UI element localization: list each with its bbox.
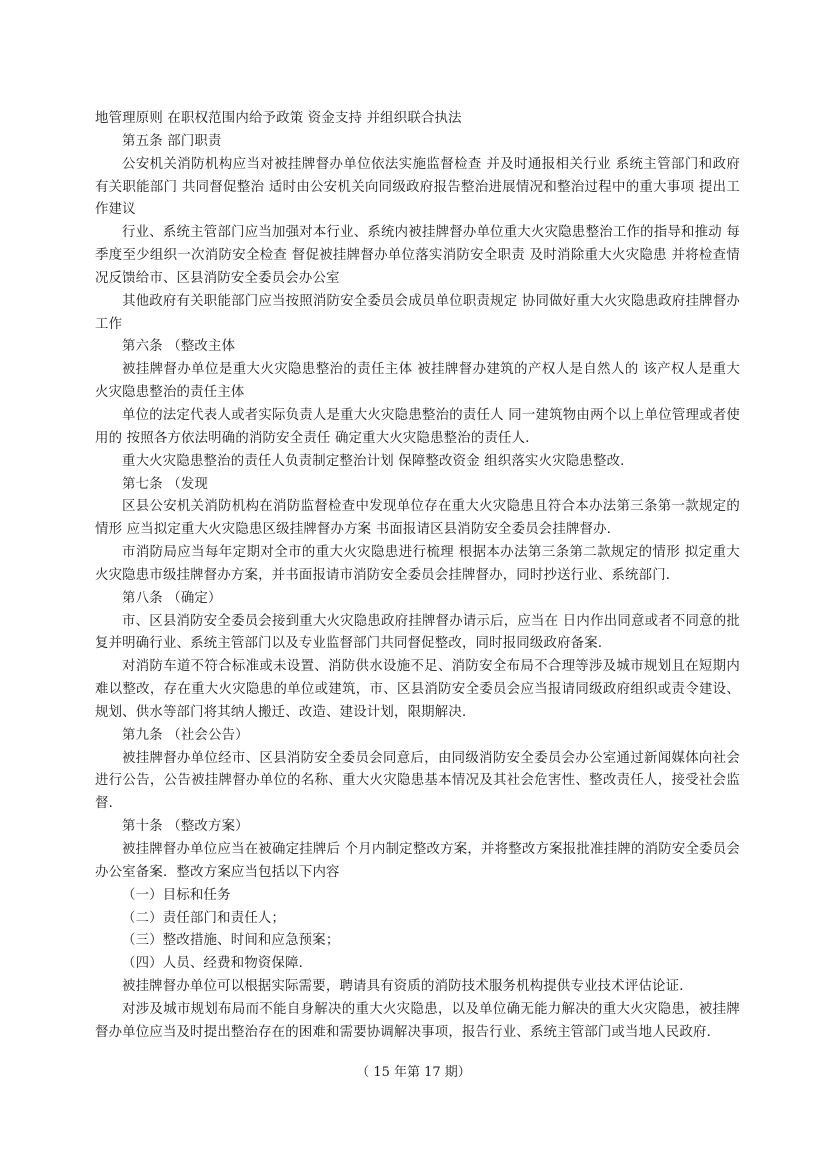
- paragraph: 被挂牌督办单位是重大火灾隐患整治的责任主体 被挂牌督办建筑的产权人是自然人的 该产权人是重大火灾隐患整治的责任主体: [95, 362, 740, 401]
- list-item: （二）责任部门和责任人；: [122, 910, 286, 926]
- paragraph: 被挂牌督办单位应当在被确定挂牌后 个月内制定整改方案，并将整改方案报批准挂牌的消防安全委员会办公室备案．整改方案应当包括以下内容: [95, 842, 740, 880]
- article-heading: 第五条 部门职责: [122, 133, 222, 149]
- article-heading: 第八条 （确定）: [122, 590, 222, 606]
- article-heading: 第九条 （社会公告）: [122, 727, 249, 743]
- paragraph: 对消防车道不符合标准或未设置、消防供水设施不足、消防安全布局不合理等涉及城市规划且在短期内难以整改，存在重大火灾隐患的单位或建筑，市、区县消防安全委员会应当报请同级政府组织或责令建设、规划、供水等部门将其纳人搬迁、改造、建设计划，限期解决．: [95, 659, 740, 720]
- paragraph: 区县公安机关消防机构在消防监督检查中发现单位存在重大火灾隐患且符合本办法第三条第一款规定的情形 应当拟定重大火灾隐患区级挂牌督办方案 书面报请区县消防安全委员会挂牌督办．: [95, 499, 740, 538]
- list-item: （三）整改措施、时间和应急预案；: [122, 933, 340, 949]
- issue-footer: （ 15 年第 17 期）: [356, 1065, 471, 1080]
- list-item: （四）人员、经费和物资保障．: [122, 956, 313, 972]
- paragraph: 其他政府有关职能部门应当按照消防安全委员会成员单位职责规定 协同做好重大火灾隐患政府挂牌督办工作: [95, 293, 740, 332]
- paragraph: 地管理原则 在职权范围内给予政策 资金支持 并组织联合执法: [95, 111, 462, 126]
- paragraph: 市消防局应当每年定期对全市的重大火灾隐患进行梳理 根据本办法第三条第二款规定的情形 拟定重大火灾隐患市级挂牌督办方案，并书面报请市消防安全委员会挂牌督办，同时抄送行业、系统部门．: [95, 545, 740, 583]
- document-body: [95, 108, 740, 1045]
- paragraph: 行业、系统主管部门应当加强对本行业、系统内被挂牌督办单位重大火灾隐患整治工作的指导和推动 每季度至少组织一次消防安全检查 督促被挂牌督办单位落实消防安全职责 及时消除重大火灾隐患 并将检查情况反馈给市、区县消防安全委员会办公室: [95, 225, 740, 286]
- paragraph: 对涉及城市规划布局而不能自身解决的重大火灾隐患，以及单位确无能力解决的重大火灾隐患，被挂牌督办单位应当及时提出整治存在的困难和需要协调解决事项，报告行业、系统主管部门或当地人民政府．: [95, 1001, 740, 1040]
- article-heading: 第六条 （整改主体: [122, 339, 236, 355]
- paragraph: 公安机关消防机构应当对被挂牌督办单位依法实施监督检查 并及时通报相关行业 系统主管部门和政府有关职能部门 共同督促整治 适时由公安机关向同级政府报告整治进展情况和整治过程中的重大事项 提出工作建议: [95, 156, 740, 218]
- paragraph: 被挂牌督办单位经市、区县消防安全委员会同意后，由同级消防安全委员会办公室通过新闻媒体向社会进行公告，公告被挂牌督办单位的名称、重大火灾隐患基本情况及其社会危害性、整改责任人，接受社会监督．: [95, 750, 740, 812]
- paragraph: 市、区县消防安全委员会接到重大火灾隐患政府挂牌督办请示后，应当在 日内作出同意或者不同意的批复并明确行业、系统主管部门以及专业监督部门共同督促整改，同时报同级政府备案．: [95, 613, 740, 652]
- article-heading: 第十条 （整改方案）: [122, 819, 249, 835]
- paragraph: 重大火灾隐患整治的责任人负责制定整治计划 保障整改资金 组织落实火灾隐患整改．: [122, 453, 634, 469]
- list-item: （一）目标和任务: [122, 887, 231, 903]
- article-heading: 第七条 （发现: [122, 476, 208, 492]
- paragraph: 被挂牌督办单位可以根据实际需要，聘请具有资质的消防技术服务机构提供专业技术评估论证．: [122, 979, 693, 995]
- paragraph: 单位的法定代表人或者实际负责人是重大火灾隐患整治的责任人 同一建筑物由两个以上单位管理或者使用的 按照各方依法明确的消防安全责任 确定重大火灾隐患整治的责任人．: [95, 407, 740, 446]
